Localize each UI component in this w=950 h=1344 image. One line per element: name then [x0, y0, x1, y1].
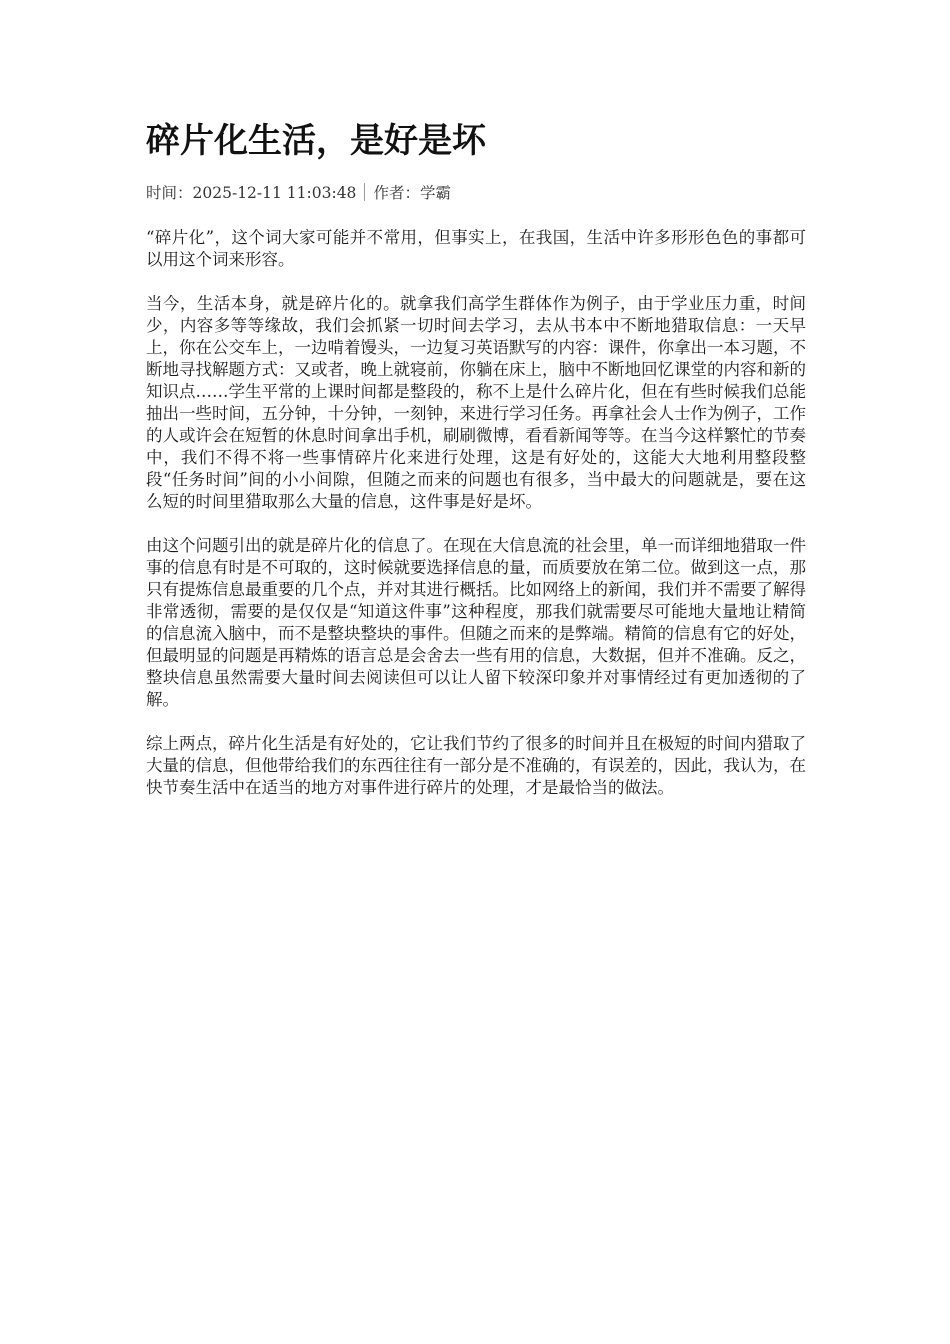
- paragraph: “碎片化”，这个词大家可能并不常用，但事实上，在我国，生活中许多形形色色的事都可以用这个词来形容。: [146, 228, 806, 269]
- article-meta: [146, 181, 451, 205]
- article-title: 碎片化生活，是好是坏: [146, 121, 486, 161]
- paragraph: 当今，生活本身，就是碎片化的。就拿我们高学生群体作为例子，由于学业压力重，时间少，内容多等等缘故，我们会抓紧一切时间去学习，去从书本中不断地猎取信息：一天早上，你在公交车上，一边啃着馒头，一边复习英语默写的内容：课件，你拿出一本习题，不断地寻找解题方式：又或者，晚上就寝前，你躺在床上，脑中不断地回忆课堂的内容和新的知识点……学生平常的上课时间都是整段的，称不上是什么碎片化，但在有些时候我们总能抽出一些时间，五分钟，十分钟，一刻钟，来进行学习任务。再拿社会人士作为例子，工作的人或许会在短暂的休息时间拿出手机，刷刷微博，看看新闻等等。在当今这样繁忙的节奏中，我们不得不将一些事情碎片化来进行处理，这是有好处的，这能大大地利用整段整段“任务时间”间的小小间隙，但随之而来的问题也有很多，当中最大的问题就是，要在这么短的时间里猎取那么大量的信息，这件事是好是坏。: [146, 294, 806, 511]
- meta-divider: [364, 183, 365, 201]
- article-body: [146, 227, 806, 821]
- time-value: 2025-12-11 11:03:48: [192, 184, 357, 202]
- author-value: 学霸: [419, 184, 451, 202]
- time-label: 时间：: [146, 184, 193, 202]
- paragraph: 综上两点，碎片化生活是有好处的，它让我们节约了很多的时间并且在极短的时间内猎取了大量的信息，但他带给我们的东西往往有一部分是不准确的，有误差的，因此，我认为，在快节奏生活中在适当的地方对事件进行碎片的处理，才是最恰当的做法。: [146, 734, 806, 797]
- paragraph: 由这个问题引出的就是碎片化的信息了。在现在大信息流的社会里，单一而详细地猎取一件事的信息有时是不可取的，这时候就要选择信息的量，而质要放在第二位。做到这一点，那只有提炼信息最重要的几个点，并对其进行概括。比如网络上的新闻，我们并不需要了解得非常透彻，需要的是仅仅是“知道这件事”这种程度，那我们就需要尽可能地大量地让精简的信息流入脑中，而不是整块整块的事件。但随之而来的是弊端。精简的信息有它的好处，但最明显的问题是再精炼的语言总是会舍去一些有用的信息，大数据，但并不准确。反之，整块信息虽然需要大量时间去阅读但可以让人留下较深印象并对事情经过有更加透彻的了解。: [146, 536, 806, 709]
- author-label: 作者：: [373, 184, 420, 202]
